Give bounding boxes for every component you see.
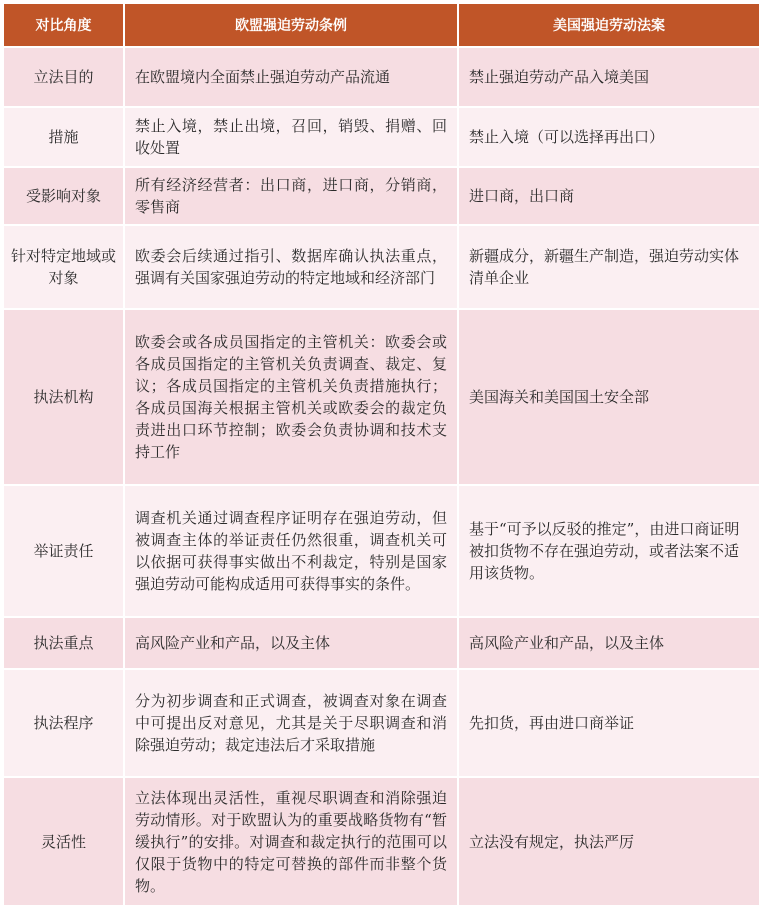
table-row	[4, 617, 759, 669]
row-eu-cell: 立法体现出灵活性，重视尽职调查和消除强迫劳动情形。对于欧盟认为的重要战略货物有“暂缓执行”的安排。对调查和裁定执行的范围可以仅限于货物中的特定可替换的部件而非整个货物。	[124, 777, 458, 905]
row-us-cell: 美国海关和美国国土安全部	[458, 309, 759, 485]
row-us-cell: 进口商，出口商	[458, 167, 759, 225]
row-us-cell: 高风险产业和产品，以及主体	[458, 617, 759, 669]
row-aspect: 举证责任	[4, 485, 124, 617]
table-row	[4, 669, 759, 777]
table-row	[4, 777, 759, 905]
row-aspect: 措施	[4, 107, 124, 167]
header-eu-regulation: 欧盟强迫劳动条例	[124, 4, 458, 47]
row-eu-cell: 在欧盟境内全面禁止强迫劳动产品流通	[124, 47, 458, 107]
row-us-cell: 立法没有规定，执法严厉	[458, 777, 759, 905]
header-us-act: 美国强迫劳动法案	[458, 4, 759, 47]
row-us-cell: 新疆成分，新疆生产制造，强迫劳动实体清单企业	[458, 225, 759, 309]
row-eu-cell: 分为初步调查和正式调查，被调查对象在调查中可提出反对意见，尤其是关于尽职调查和消除强迫劳动；裁定违法后才采取措施	[124, 669, 458, 777]
row-us-cell: 先扣货，再由进口商举证	[458, 669, 759, 777]
comparison-table	[4, 4, 759, 905]
row-eu-cell: 所有经济经营者：出口商，进口商，分销商，零售商	[124, 167, 458, 225]
row-eu-cell: 高风险产业和产品，以及主体	[124, 617, 458, 669]
row-aspect: 执法机构	[4, 309, 124, 485]
row-aspect: 立法目的	[4, 47, 124, 107]
row-eu-cell: 调查机关通过调查程序证明存在强迫劳动，但被调查主体的举证责任仍然很重，调查机关可以依据可获得事实做出不利裁定，特别是国家强迫劳动可能构成适用可获得事实的条件。	[124, 485, 458, 617]
table-header-row	[4, 4, 759, 47]
table-row	[4, 309, 759, 485]
table-row	[4, 485, 759, 617]
row-aspect: 受影响对象	[4, 167, 124, 225]
header-aspect: 对比角度	[4, 4, 124, 47]
row-aspect: 执法程序	[4, 669, 124, 777]
row-aspect: 执法重点	[4, 617, 124, 669]
row-aspect: 灵活性	[4, 777, 124, 905]
table-row	[4, 167, 759, 225]
table-row	[4, 47, 759, 107]
row-us-cell: 基于“可予以反驳的推定”，由进口商证明被扣货物不存在强迫劳动，或者法案不适用该货物。	[458, 485, 759, 617]
row-aspect: 针对特定地域或对象	[4, 225, 124, 309]
row-us-cell: 禁止入境（可以选择再出口）	[458, 107, 759, 167]
row-eu-cell: 禁止入境，禁止出境，召回，销毁、捐赠、回收处置	[124, 107, 458, 167]
row-eu-cell: 欧委会或各成员国指定的主管机关：欧委会或各成员国指定的主管机关负责调查、裁定、复议；各成员国指定的主管机关负责措施执行；各成员国海关根据主管机关或欧委会的裁定负责进出口环节控制；欧委会负责协调和技术支持工作	[124, 309, 458, 485]
row-us-cell: 禁止强迫劳动产品入境美国	[458, 47, 759, 107]
table-row	[4, 107, 759, 167]
table-row	[4, 225, 759, 309]
row-eu-cell: 欧委会后续通过指引、数据库确认执法重点，强调有关国家强迫劳动的特定地域和经济部门	[124, 225, 458, 309]
